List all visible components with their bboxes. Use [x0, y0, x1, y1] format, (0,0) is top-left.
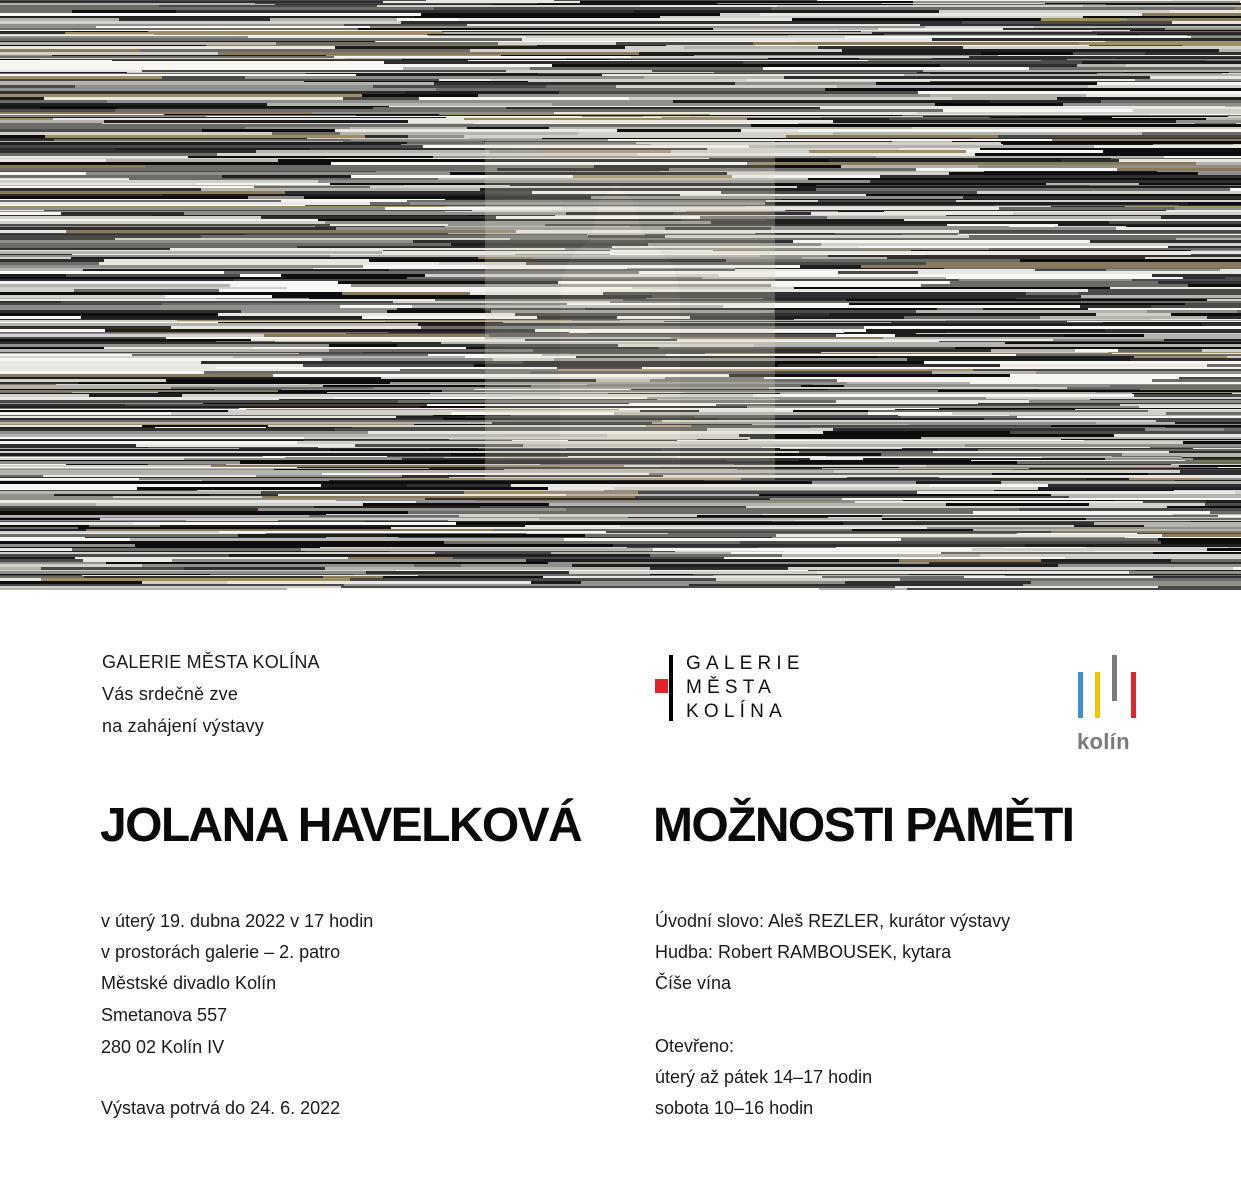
venue-city: 280 02 Kolín IV	[101, 1037, 225, 1057]
logo-line-2: MĚSTA	[686, 677, 777, 698]
exhibition-title: MOŽNOSTI PAMĚTI	[653, 799, 1074, 852]
kolin-grey-bar	[1112, 655, 1117, 701]
opening-place: v prostorách galerie – 2. patro	[101, 942, 341, 962]
hours-saturday: sobota 10–16 hodin	[655, 1098, 814, 1118]
opening-date: v úterý 19. dubna 2022 v 17 hodin	[101, 911, 374, 931]
kolin-wordmark: kolín	[1077, 729, 1130, 754]
gallery-logo	[655, 653, 825, 723]
opening-word: Úvodní slovo: Aleš REZLER, kurátor výstavy	[655, 911, 1011, 931]
hours-weekday: úterý až pátek 14–17 hodin	[655, 1067, 873, 1087]
venue-name: Městské divadlo Kolín	[101, 973, 277, 993]
kolin-blue-bar	[1078, 672, 1083, 718]
intro-invite: Vás srdečně zve	[102, 684, 239, 704]
music-credit: Hudba: Robert RAMBOUSEK, kytara	[655, 942, 952, 962]
logo-bar	[669, 655, 673, 721]
kolin-city-logo	[1075, 654, 1145, 754]
wine-note: Číše vína	[655, 973, 732, 993]
exhibition-duration: Výstava potrvá do 24. 6. 2022	[101, 1098, 341, 1118]
venue-street: Smetanova 557	[101, 1005, 228, 1025]
artist-name: JOLANA HAVELKOVÁ	[100, 799, 582, 852]
intro-gallery-name: GALERIE MĚSTA KOLÍNA	[102, 652, 320, 672]
artwork-banner	[0, 0, 1241, 590]
open-label: Otevřeno:	[655, 1036, 735, 1056]
logo-red-square	[655, 679, 668, 693]
artwork-image	[0, 0, 1241, 590]
logo-line-1: GALERIE	[686, 653, 805, 674]
intro-opening: na zahájení výstavy	[102, 716, 264, 736]
kolin-red-bar	[1131, 672, 1136, 718]
kolin-yellow-bar	[1095, 672, 1100, 718]
logo-line-3: KOLÍNA	[686, 701, 787, 722]
